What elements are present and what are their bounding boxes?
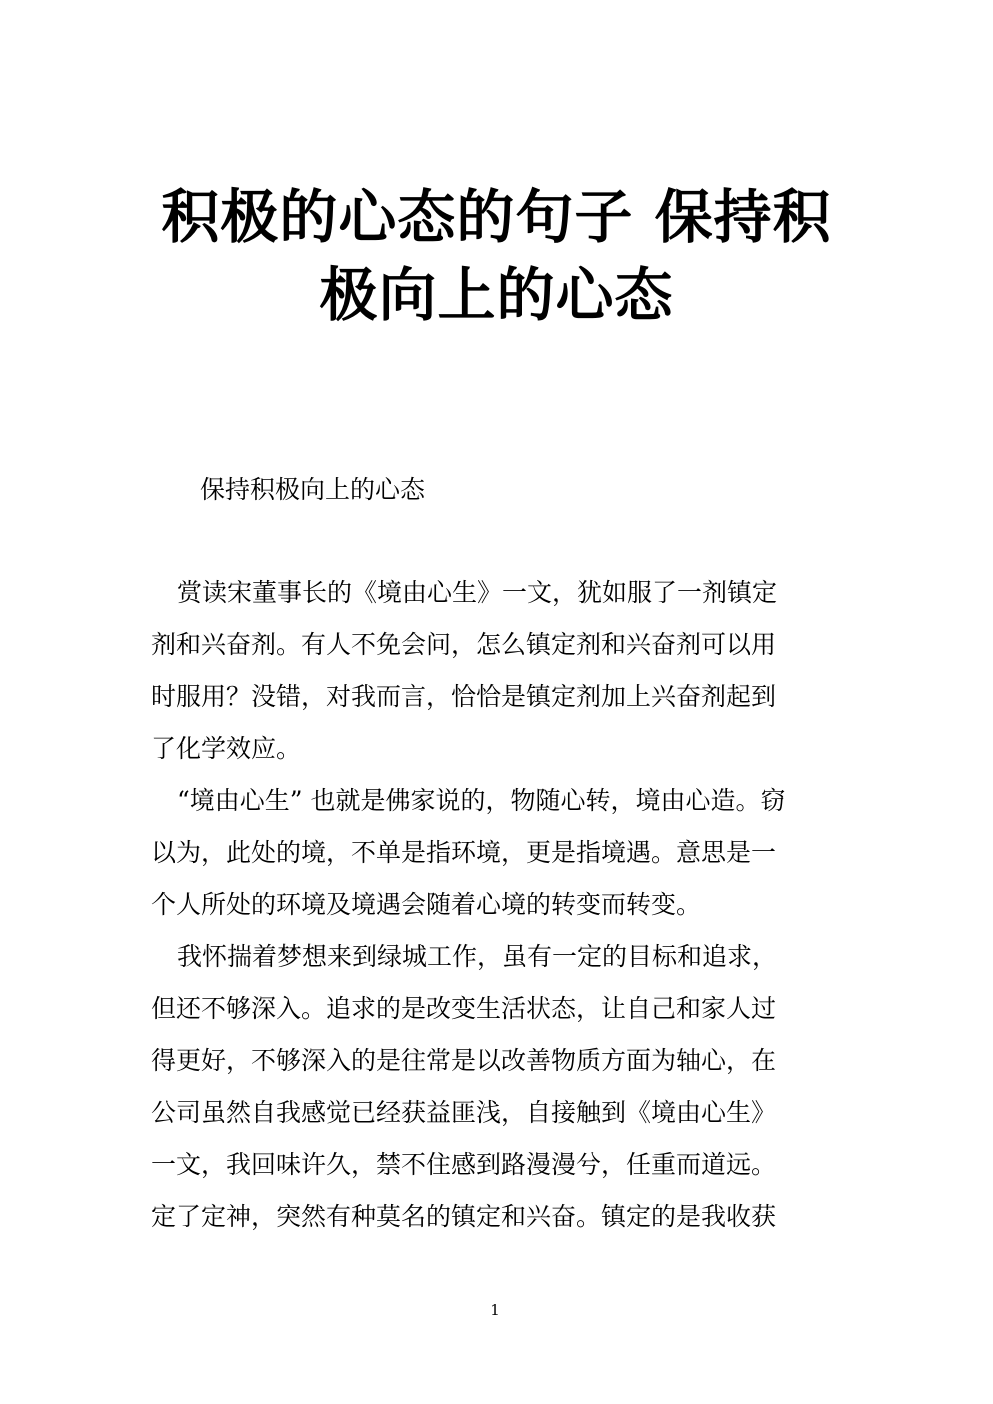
body-line: 我怀揣着梦想来到绿城工作，虽有一定的目标和追求，: [177, 942, 778, 971]
body-line: 赏读宋董事长的《境由心生》一文，犹如服了一剂镇定: [177, 578, 778, 607]
article-body: [151, 571, 851, 1247]
article-subtitle: 保持积极向上的心态: [200, 475, 426, 504]
title-line-2: 极向上的心态: [319, 261, 674, 329]
body-line: 以为，此处的境，不单是指环境，更是指境遇。意思是一: [151, 838, 777, 867]
body-line: 时服用？没错，对我而言，恰恰是镇定剂加上兴奋剂起到: [151, 682, 777, 711]
body-line: 公司虽然自我感觉已经获益匪浅，自接触到《境由心生》: [151, 1098, 777, 1127]
page-number: 1: [490, 1301, 500, 1319]
body-line: 但还不够深入。追求的是改变生活状态，让自己和家人过: [151, 994, 777, 1023]
body-line: 一文，我回味许久，禁不住感到路漫漫兮，任重而道远。: [151, 1150, 777, 1179]
body-line: 个人所处的环境及境遇会随着心境的转变而转变。: [151, 890, 702, 919]
body-line: 定了定神，突然有种莫名的镇定和兴奋。镇定的是我收获: [151, 1202, 777, 1231]
body-line: 剂和兴奋剂。有人不免会问，怎么镇定剂和兴奋剂可以用: [151, 630, 777, 659]
body-line: “境由心生” 也就是佛家说的，物随心转，境由心造。窃: [177, 786, 786, 815]
body-line: 了化学效应。: [151, 734, 302, 763]
document-title: [120, 178, 873, 334]
title-line-1: 积极的心态的句子 保持积: [161, 183, 832, 251]
body-line: 得更好，不够深入的是往常是以改善物质方面为轴心，在: [151, 1046, 777, 1075]
